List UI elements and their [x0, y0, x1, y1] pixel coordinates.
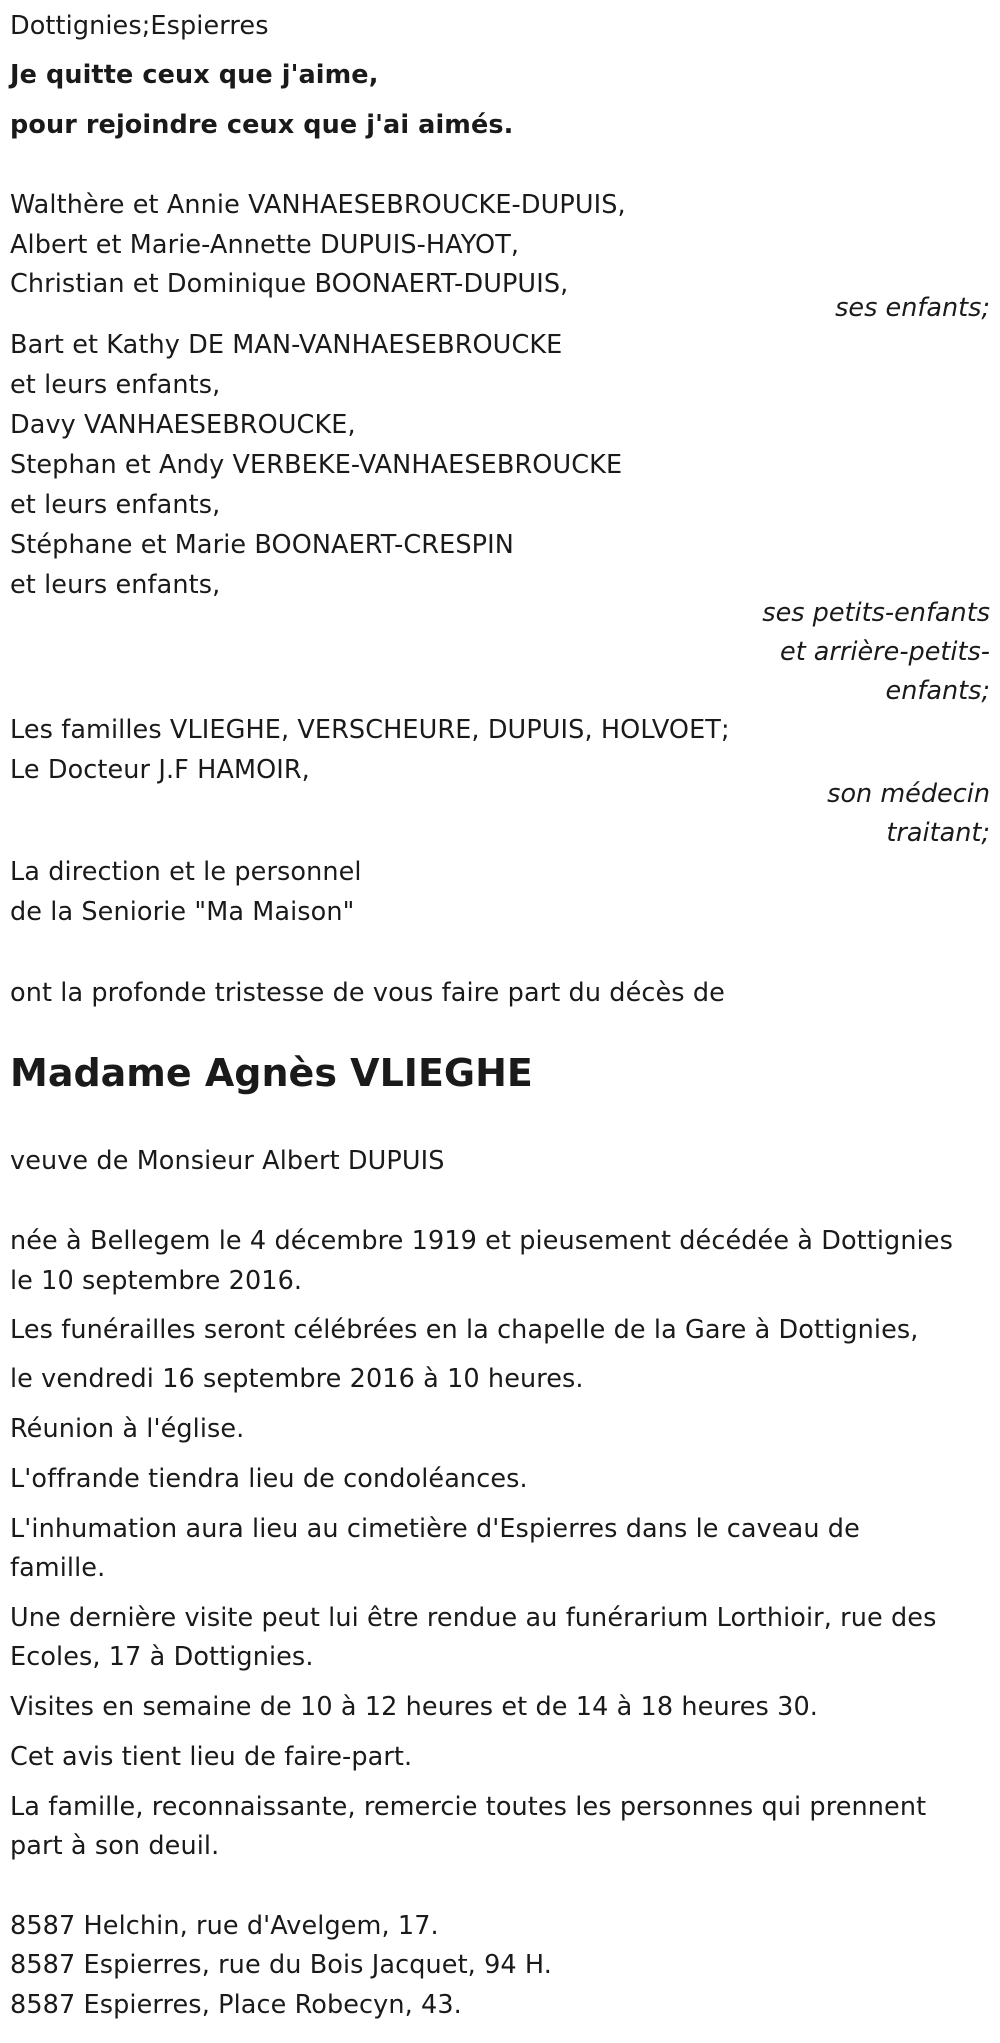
- doctor-role-line: traitant;: [886, 818, 990, 848]
- grandchildren-role-line: ses petits-enfants: [762, 598, 990, 628]
- burial-line-1: L'inhumation aura lieu au cimetière d'Espierres dans le caveau de: [10, 1514, 860, 1544]
- notice-line: Cet avis tient lieu de faire-part.: [10, 1742, 413, 1772]
- birth-line-1: née à Bellegem le 4 décembre 1919 et pieusement décédée à Dottignies: [10, 1226, 953, 1256]
- address-line: 8587 Espierres, Place Robecyn, 43.: [10, 1990, 462, 2020]
- families-line: Les familles VLIEGHE, VERSCHEURE, DUPUIS, HOLVOET;: [10, 715, 730, 745]
- direction-line-1: La direction et le personnel: [10, 857, 362, 887]
- burial-line-2: famille.: [10, 1553, 106, 1583]
- quote-line-2: pour rejoindre ceux que j'ai aimés.: [10, 110, 514, 140]
- visit-hours-line: Visites en semaine de 10 à 12 heures et de 14 à 18 heures 30.: [10, 1692, 818, 1722]
- funeral-line-1: Les funérailles seront célébrées en la chapelle de la Gare à Dottignies,: [10, 1315, 919, 1345]
- child-line: Walthère et Annie VANHAESEBROUCKE-DUPUIS,: [10, 190, 626, 220]
- quote-line-1: Je quitte ceux que j'aime,: [10, 60, 379, 90]
- child-line: Albert et Marie-Annette DUPUIS-HAYOT,: [10, 230, 520, 260]
- grandchild-line: et leurs enfants,: [10, 570, 221, 600]
- announcement-line: ont la profonde tristesse de vous faire part du décès de: [10, 978, 725, 1008]
- grandchild-line: Bart et Kathy DE MAN-VANHAESEBROUCKE: [10, 330, 563, 360]
- direction-line-2: de la Seniorie "Ma Maison": [10, 897, 355, 927]
- grandchild-line: Davy VANHAESEBROUCKE,: [10, 410, 356, 440]
- thanks-line-2: part à son deuil.: [10, 1831, 220, 1861]
- grandchild-line: Stephan et Andy VERBEKE-VANHAESEBROUCKE: [10, 450, 623, 480]
- deceased-name: Madame Agnès VLIEGHE: [10, 1051, 533, 1095]
- birth-line-2: le 10 septembre 2016.: [10, 1266, 303, 1296]
- widow-of-line: veuve de Monsieur Albert DUPUIS: [10, 1146, 445, 1176]
- doctor-line: Le Docteur J.F HAMOIR,: [10, 755, 310, 785]
- offering-line: L'offrande tiendra lieu de condoléances.: [10, 1464, 528, 1494]
- grandchild-line: et leurs enfants,: [10, 490, 221, 520]
- visit-line-2: Ecoles, 17 à Dottignies.: [10, 1642, 314, 1672]
- thanks-line-1: La famille, reconnaissante, remercie toutes les personnes qui prennent: [10, 1792, 927, 1822]
- address-line: 8587 Helchin, rue d'Avelgem, 17.: [10, 1911, 439, 1941]
- grandchild-line: et leurs enfants,: [10, 370, 221, 400]
- grandchildren-role-line: et arrière-petits-: [780, 637, 990, 667]
- visit-line-1: Une dernière visite peut lui être rendue au funérarium Lorthioir, rue des: [10, 1603, 937, 1633]
- address-line: 8587 Espierres, rue du Bois Jacquet, 94 H.: [10, 1950, 552, 1980]
- location: Dottignies;Espierres: [10, 11, 269, 41]
- funeral-line-2: le vendredi 16 septembre 2016 à 10 heures.: [10, 1364, 584, 1394]
- doctor-role-line: son médecin: [827, 779, 990, 809]
- child-line: Christian et Dominique BOONAERT-DUPUIS,: [10, 269, 569, 299]
- grandchild-line: Stéphane et Marie BOONAERT-CRESPIN: [10, 530, 514, 560]
- reunion-line: Réunion à l'église.: [10, 1414, 245, 1444]
- children-role: ses enfants;: [835, 293, 990, 323]
- grandchildren-role-line: enfants;: [885, 676, 990, 706]
